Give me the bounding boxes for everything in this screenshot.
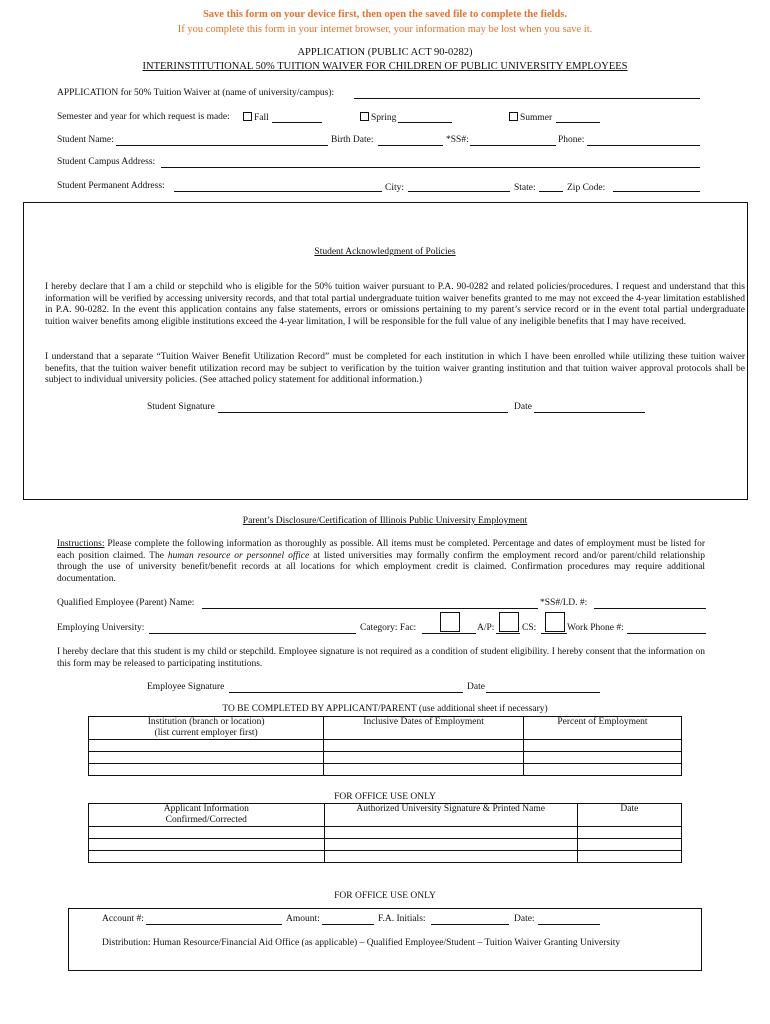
birth-date-field[interactable] bbox=[378, 145, 443, 146]
parent-heading: Parent’s Disclosure/Certification of Illinois Public University Employment bbox=[242, 516, 528, 526]
table-cell[interactable] bbox=[89, 764, 324, 776]
ssn-field[interactable] bbox=[470, 145, 556, 146]
table-cell[interactable] bbox=[523, 752, 681, 764]
office-header-line2: Confirmed/Corrected bbox=[165, 815, 247, 825]
table-cell[interactable] bbox=[324, 851, 577, 863]
ssn-label: *SS#: bbox=[446, 135, 469, 145]
form-title: APPLICATION (PUBLIC ACT 90-0282) bbox=[297, 47, 473, 58]
campus-address-field[interactable] bbox=[161, 167, 700, 168]
office-header-date: Date bbox=[577, 804, 681, 827]
office-header-applicant bbox=[89, 804, 325, 827]
permanent-address-field[interactable] bbox=[174, 191, 382, 192]
table-row bbox=[89, 839, 682, 851]
table-row bbox=[89, 752, 682, 764]
employment-table bbox=[88, 716, 682, 776]
employment-table-caption: TO BE COMPLETED BY APPLICANT/PARENT (use additional sheet if necessary) bbox=[222, 704, 548, 714]
acknowledgment-heading: Student Acknowledgment of Policies bbox=[314, 247, 456, 257]
summer-label: Summer bbox=[520, 113, 553, 123]
fall-checkbox[interactable] bbox=[243, 112, 252, 121]
table-cell[interactable] bbox=[577, 839, 681, 851]
acknowledgment-paragraph-1: I hereby declare that I am a child or stepchild who is eligible for the 50% tuition waiver pursuant to P.A. 90-0282 and related policies/procedures. I request and understand that this information will be verified by accessing university records, and that total partial undergraduate tuition waiver benefits granted to me may not exceed the 4-year limitation established in P.A. 90-0282. In the event this application contains any false statements, errors or omissions pertaining to my parent’s service record or in the event total partial undergraduate tuition waiver benefits among eligible institutions exceed the 4-year limitation, I will be responsible for the full value of any ineligible benefits that I may have received. bbox=[45, 282, 745, 327]
fa-initials-field[interactable] bbox=[431, 924, 509, 925]
spring-year-field[interactable] bbox=[398, 122, 452, 123]
employee-ssn-field[interactable] bbox=[594, 608, 706, 609]
ap-checkbox[interactable] bbox=[499, 612, 519, 632]
ap-field[interactable] bbox=[496, 633, 520, 634]
state-label: State: bbox=[514, 183, 536, 193]
campus-address-label: Student Campus Address: bbox=[57, 157, 156, 167]
permanent-address-label: Student Permanent Address: bbox=[57, 181, 165, 191]
employee-signature-label: Employee Signature bbox=[147, 682, 225, 692]
university-field[interactable] bbox=[354, 98, 700, 99]
fac-checkbox[interactable] bbox=[440, 612, 460, 632]
table-cell[interactable] bbox=[324, 740, 524, 752]
work-phone-field[interactable] bbox=[627, 633, 706, 634]
spring-checkbox[interactable] bbox=[360, 112, 369, 121]
employment-header-percent: Percent of Employment bbox=[523, 717, 681, 740]
student-signature-field[interactable] bbox=[218, 412, 508, 413]
state-field[interactable] bbox=[539, 191, 563, 192]
birth-date-label: Birth Date: bbox=[331, 135, 374, 145]
ap-label: A/P: bbox=[477, 623, 495, 633]
phone-label: Phone: bbox=[558, 135, 585, 145]
office-header-signature: Authorized University Signature & Printed Name bbox=[324, 804, 577, 827]
office-date-field[interactable] bbox=[538, 924, 600, 925]
account-field[interactable] bbox=[146, 924, 282, 925]
table-cell[interactable] bbox=[89, 827, 325, 839]
table-cell[interactable] bbox=[89, 839, 325, 851]
fac-field[interactable] bbox=[422, 633, 476, 634]
instructions-label: Instructions: bbox=[57, 539, 105, 549]
amount-field[interactable] bbox=[322, 924, 374, 925]
student-name-field[interactable] bbox=[116, 145, 328, 146]
employee-date-field[interactable] bbox=[486, 692, 600, 693]
table-cell[interactable] bbox=[324, 839, 577, 851]
form-subtitle: INTERINSTITUTIONAL 50% TUITION WAIVER FOR CHILDREN OF PUBLIC UNIVERSITY EMPLOYEES bbox=[142, 61, 628, 72]
zip-field[interactable] bbox=[613, 191, 700, 192]
instructions-paragraph bbox=[57, 539, 705, 585]
spring-option[interactable] bbox=[360, 112, 396, 123]
fa-initials-label: F.A. Initials: bbox=[378, 914, 426, 924]
acknowledgment-paragraph-2: I understand that a separate “Tuition Waiver Benefit Utilization Record” must be completed for each institution in which I have been enrolled while utilizing these tuition waiver benefits, that the tuition waiver benefit utilization record may be subject to verification by the tuition waiver granting institution and that tuition waiver approval protocols shall be subject to individual university policies. (See attached policy statement for additional information.) bbox=[45, 352, 745, 385]
employing-university-field[interactable] bbox=[149, 633, 356, 634]
cs-label: CS: bbox=[522, 623, 537, 633]
employee-date-label: Date bbox=[467, 682, 485, 692]
student-date-label: Date bbox=[514, 402, 532, 412]
summer-year-field[interactable] bbox=[556, 122, 600, 123]
table-cell[interactable] bbox=[577, 851, 681, 863]
summer-checkbox[interactable] bbox=[509, 112, 518, 121]
table-cell[interactable] bbox=[324, 752, 524, 764]
browser-warning: If you complete this form in your internet browser, your information may be lost when you save it. bbox=[177, 24, 593, 35]
instructions-text-a: Please complete the following information as thoroughly as possible. All items must be completed. Percentage and dates of employment must be listed for each position claimed. The bbox=[57, 539, 705, 561]
student-name-label: Student Name: bbox=[57, 135, 114, 145]
office-table bbox=[88, 803, 682, 863]
fall-option[interactable] bbox=[243, 112, 269, 123]
table-cell[interactable] bbox=[324, 827, 577, 839]
table-cell[interactable] bbox=[89, 752, 324, 764]
office-date-label: Date: bbox=[514, 914, 535, 924]
distribution-text: Distribution: Human Resource/Financial Aid Office (as applicable) – Qualified Employee/Student – Tuition Waiver Granting University bbox=[102, 938, 621, 948]
instructions-emphasis: human resource or personnel office bbox=[167, 550, 310, 561]
city-label: City: bbox=[385, 183, 405, 193]
zip-label: Zip Code: bbox=[567, 183, 606, 193]
employee-name-label: Qualified Employee (Parent) Name: bbox=[57, 598, 195, 608]
table-row bbox=[89, 851, 682, 863]
table-cell[interactable] bbox=[324, 764, 524, 776]
employee-declaration: I hereby declare that this student is my child or stepchild. Employee signature is not required as a condition of student eligibility. I hereby consent that the information on this form may be released to participating institutions. bbox=[57, 647, 705, 669]
save-notice: Save this form on your device first, then open the saved file to complete the fields. bbox=[202, 9, 568, 20]
table-row bbox=[89, 827, 682, 839]
semester-label: Semester and year for which request is made: bbox=[57, 112, 230, 122]
office-box-caption: FOR OFFICE USE ONLY bbox=[334, 891, 436, 901]
account-label: Account #: bbox=[102, 914, 144, 924]
employee-ssn-label: *SS#/I.D. #: bbox=[540, 598, 588, 608]
employing-university-label: Employing University: bbox=[57, 623, 145, 633]
table-cell[interactable] bbox=[523, 740, 681, 752]
employment-header-institution bbox=[89, 717, 324, 740]
summer-option[interactable] bbox=[509, 112, 552, 123]
office-table-caption: FOR OFFICE USE ONLY bbox=[334, 792, 436, 802]
table-cell[interactable] bbox=[577, 827, 681, 839]
fall-label: Fall bbox=[254, 113, 269, 123]
table-cell[interactable] bbox=[89, 740, 324, 752]
office-header-line1: Applicant Information bbox=[163, 804, 249, 814]
employment-header-dates: Inclusive Dates of Employment bbox=[324, 717, 524, 740]
employee-name-field[interactable] bbox=[202, 608, 538, 609]
cs-checkbox[interactable] bbox=[545, 612, 565, 632]
table-row bbox=[89, 740, 682, 752]
student-signature-label: Student Signature bbox=[147, 402, 215, 412]
category-fac-label: Category: Fac: bbox=[360, 623, 417, 633]
city-field[interactable] bbox=[408, 191, 510, 192]
table-cell[interactable] bbox=[523, 764, 681, 776]
cs-field[interactable] bbox=[541, 633, 567, 634]
spring-label: Spring bbox=[371, 113, 397, 123]
table-row bbox=[89, 764, 682, 776]
application-label: APPLICATION for 50% Tuition Waiver at (name of university/campus): bbox=[57, 88, 335, 98]
table-cell[interactable] bbox=[89, 851, 325, 863]
amount-label: Amount: bbox=[286, 914, 320, 924]
employee-signature-field[interactable] bbox=[229, 692, 463, 693]
student-date-field[interactable] bbox=[534, 412, 645, 413]
instructions-text-b: at listed universities may formally confirm the employment record and/or parent/child relationship through the use of university benefit/benefit records at all locations for which employment credit is claimed. Confirmation procedures may require additional documentation. bbox=[57, 550, 705, 584]
employment-header-line2: (list current employer first) bbox=[154, 728, 258, 738]
employment-header-line1: Institution (branch or location) bbox=[147, 717, 265, 727]
fall-year-field[interactable] bbox=[272, 122, 322, 123]
phone-field[interactable] bbox=[587, 145, 700, 146]
work-phone-label: Work Phone #: bbox=[567, 623, 624, 633]
